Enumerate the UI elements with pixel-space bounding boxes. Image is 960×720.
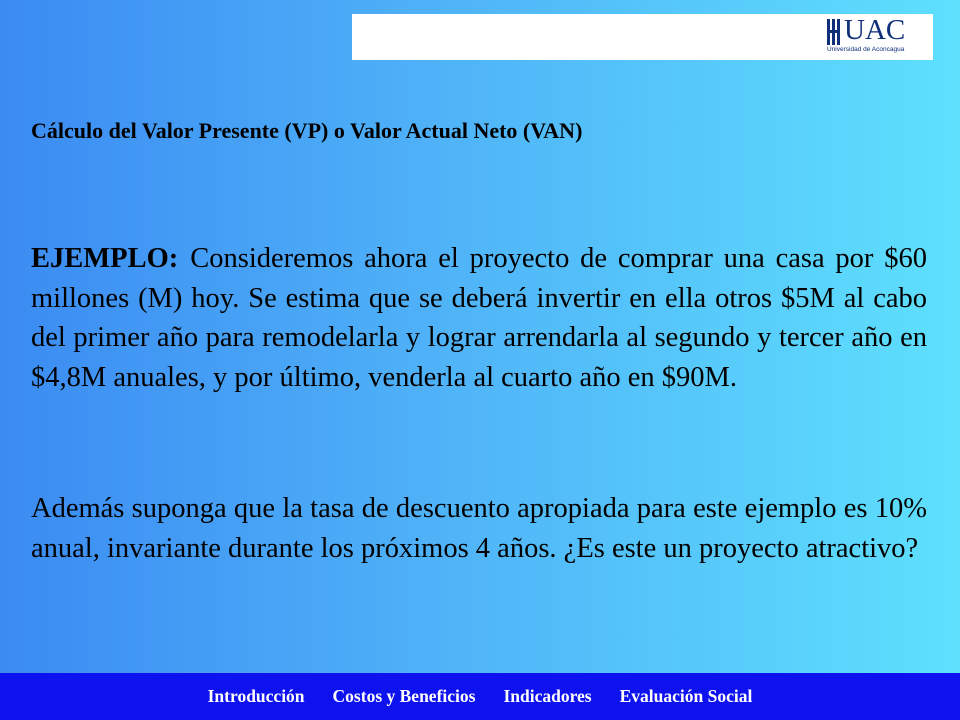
example-text: Consideremos ahora el proyecto de comprar una casa por $60 millones (M) hoy. Se estima que se deberá invertir en ella otros $5M al cabo del primer año para remodelarla y lograr arrendarla al segundo y tercer año en $4,8M anuales, y por último, venderla al cuarto año en $90M. xyxy=(31,243,927,393)
logo-bar xyxy=(352,14,933,60)
slide-title: Cálculo del Valor Presente (VP) o Valor Actual Neto (VAN) xyxy=(31,118,583,143)
bottom-nav-bar xyxy=(0,673,960,720)
university-crest-icon xyxy=(827,19,841,45)
question-paragraph: Además suponga que la tasa de descuento apropiada para este ejemplo es 10% anual, invariante durante los próximos 4 años. ¿Es este un proyecto atractivo? xyxy=(31,493,927,564)
logo-subtitle: Universidad de Aconcagua xyxy=(827,46,905,53)
logo-text: UAC xyxy=(844,14,906,46)
uac-logo xyxy=(827,14,923,56)
example-label: EJEMPLO: xyxy=(31,243,179,274)
nav-costos-beneficios[interactable]: Costos y Beneficios xyxy=(332,686,476,706)
nav-indicadores[interactable]: Indicadores xyxy=(503,686,592,706)
nav-evaluacion-social[interactable]: Evaluación Social xyxy=(619,686,753,706)
example-paragraph xyxy=(31,239,927,397)
nav-introduccion[interactable]: Introducción xyxy=(207,686,305,706)
